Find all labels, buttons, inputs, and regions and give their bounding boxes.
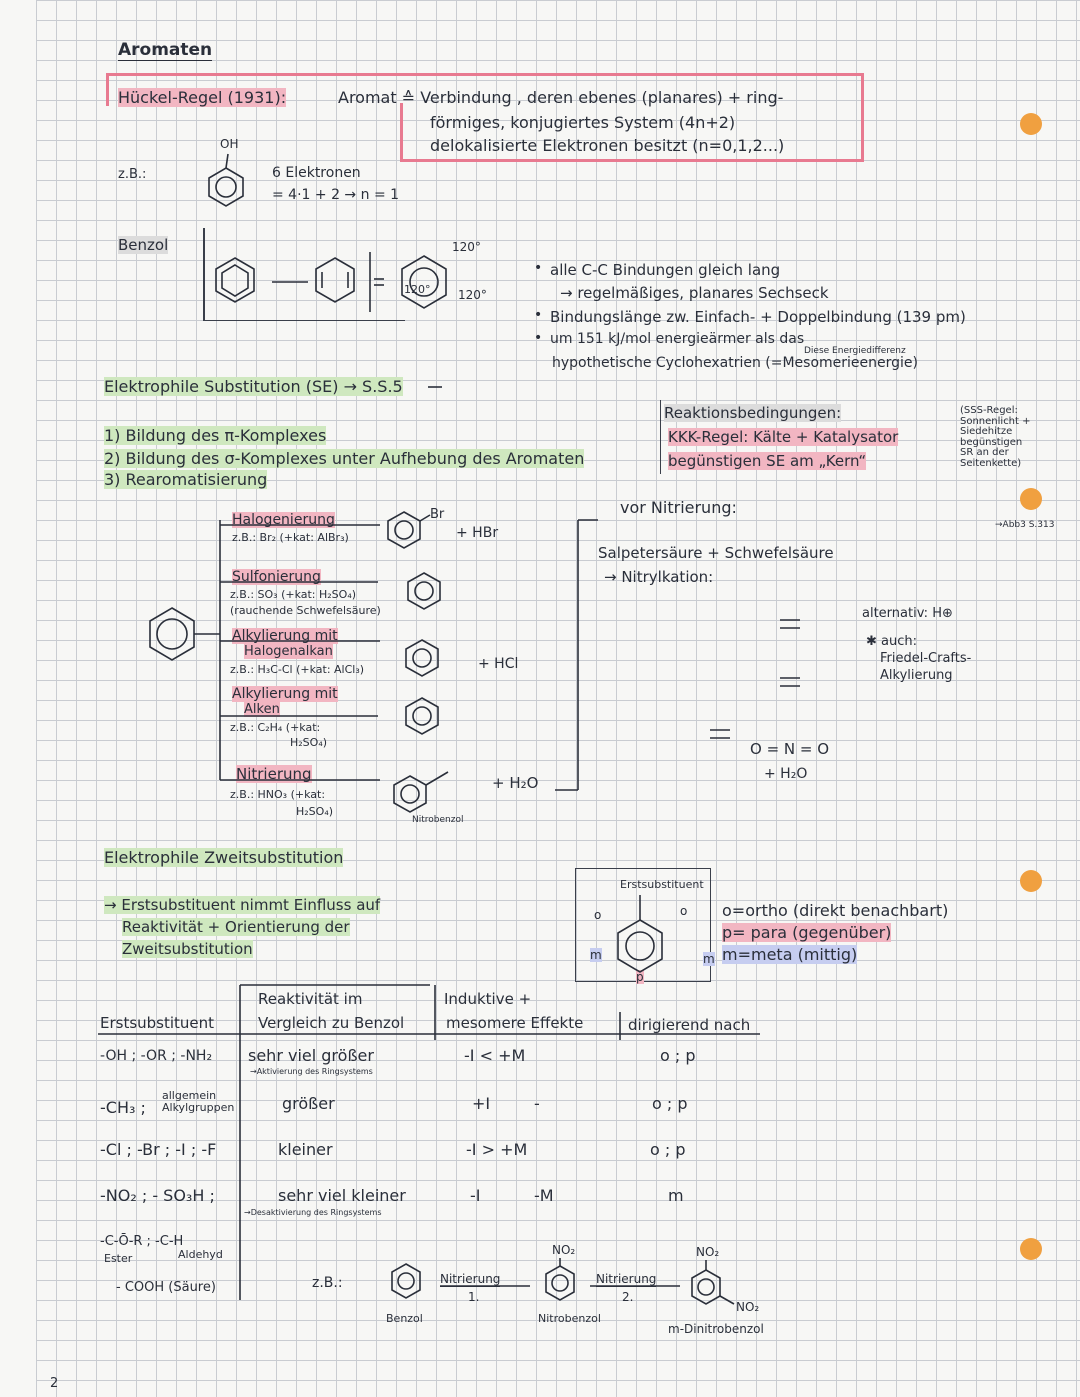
nitryl-cation: O = N = O xyxy=(750,740,830,758)
alkyl-alken-title: Alkylierung mit xyxy=(232,686,338,702)
th-eff-a: Induktive + xyxy=(444,990,532,1008)
sulfon-cond: z.B.: SO₃ (+kat: H₂SO₄) xyxy=(230,588,357,601)
legend-meta: m=meta (mittig) xyxy=(722,945,858,964)
row1-sub: -OH ; -OR ; -NH₂ xyxy=(100,1048,213,1064)
kkk-rule: KKK-Regel: Kälte + Katalysator xyxy=(668,428,899,446)
bottom-benzol: Benzol xyxy=(386,1312,423,1325)
conditions-title: Reaktionsbedingungen: xyxy=(664,404,842,422)
aldehyd-label: Aldehyd xyxy=(178,1248,223,1261)
bottom-n1: 1. xyxy=(468,1290,480,1304)
benzol-kekule-1-inner xyxy=(222,265,248,296)
product-nitrobenzene xyxy=(394,776,426,812)
bottom-dinitro xyxy=(692,1270,720,1304)
electron-count: 6 Elektronen xyxy=(272,165,361,181)
energy-diff-note: Diese Energiedifferenz xyxy=(804,346,906,356)
sulfon-title: Sulfonierung xyxy=(232,569,321,585)
benzol-delocalized xyxy=(402,256,446,308)
erstsubstituent-label: Erstsubstituent xyxy=(620,878,704,891)
halogen-title: Halogenierung xyxy=(232,512,335,528)
benzol-bullet-1: alle C-C Bindungen gleich lang xyxy=(550,261,781,279)
benzol-bullet-5: hypothetische Cyclohexatrien (=Mesomerieenergie) xyxy=(552,355,918,371)
row4-dir: m xyxy=(668,1186,684,1205)
nitro-product: + H₂O xyxy=(492,774,539,792)
bottom-benzol xyxy=(392,1264,420,1298)
th-dir: dirigierend nach xyxy=(628,1016,751,1034)
th-react-b: Vergleich zu Benzol xyxy=(258,1014,405,1032)
alkyl-halo-title: Alkylierung mit xyxy=(232,628,338,644)
vor-nitrierung-title: vor Nitrierung: xyxy=(620,498,737,517)
row4-react: sehr viel kleiner xyxy=(278,1186,406,1205)
zweit-title: Elektrophile Zweitsubstitution xyxy=(104,848,344,867)
main-benzene-circle xyxy=(157,619,187,649)
bottom-no2-c: NO₂ xyxy=(736,1300,760,1314)
row1-react: sehr viel größer xyxy=(248,1046,374,1065)
bottom-zb: z.B.: xyxy=(312,1275,343,1291)
hueckel-line1: Aromat ≙ Verbindung , deren ebenes (planares) + ring- xyxy=(338,88,784,107)
nitryl-water: + H₂O xyxy=(764,766,808,782)
benzol-bullet-2: → regelmäßiges, planares Sechseck xyxy=(560,284,829,302)
benzol-delocalized-circle xyxy=(410,268,438,296)
bottom-nit1: Nitrierung xyxy=(440,1272,501,1286)
row1-eff: -I < +M xyxy=(464,1046,526,1065)
product-sulfonic xyxy=(408,573,440,609)
row2-eff: +I xyxy=(472,1094,491,1113)
row1-note: →Aktivierung des Ringsystems xyxy=(250,1067,373,1076)
se-title: Elektrophile Substitution (SE) → S.S.5 xyxy=(104,377,403,396)
pos-ortho-left: o xyxy=(594,908,602,922)
row1-dir: o ; p xyxy=(660,1046,696,1065)
th-eff-b: mesomere Effekte xyxy=(446,1014,584,1032)
row4-eff: -I xyxy=(470,1186,481,1205)
row3-dir: o ; p xyxy=(650,1140,686,1159)
bottom-n2: 2. xyxy=(622,1290,634,1304)
alkyl-alken-cond2: H₂SO₄) xyxy=(290,736,328,749)
product-toluene xyxy=(406,640,438,676)
vor-nitrierung-line2: → Nitrylkation: xyxy=(604,568,714,586)
angle-top: 120° xyxy=(452,240,481,254)
se-step-2: 2) Bildung des σ-Komplexes unter Aufhebung des Aromaten xyxy=(104,449,585,468)
br-label: Br xyxy=(430,507,445,522)
page-number: 2 xyxy=(50,1376,59,1391)
bottom-nitrobenzol: Nitrobenzol xyxy=(538,1312,601,1325)
angle-center: 120° xyxy=(404,283,431,296)
se-kern: begünstigen SE am „Kern“ xyxy=(668,452,867,470)
th-erst: Erstsubstituent xyxy=(100,1014,215,1032)
zweit-text3: Zweitsubstitution xyxy=(122,940,253,958)
row4-eff2: -M xyxy=(534,1186,554,1205)
nitro-cond: z.B.: HNO₃ (+kat: xyxy=(230,788,326,801)
vor-nitrierung-line1: Salpetersäure + Schwefelsäure xyxy=(598,544,834,562)
benzol-label: Benzol xyxy=(118,236,169,254)
example-zb: z.B.: xyxy=(118,167,147,182)
sulfon-cond2: (rauchende Schwefelsäure) xyxy=(230,604,381,617)
legend-para: p= para (gegenüber) xyxy=(722,923,892,942)
zweit-text1: → Erstsubstituent nimmt Einfluss auf xyxy=(104,896,381,914)
hueckel-label: Hückel-Regel (1931): xyxy=(118,88,287,107)
se-step-3: 3) Rearomatisierung xyxy=(104,470,268,489)
phenol-ring-circle xyxy=(216,177,236,197)
ester-label: Ester xyxy=(104,1252,133,1265)
nitro-cond2: H₂SO₄) xyxy=(296,805,334,818)
cooh-label: - COOH (Säure) xyxy=(116,1280,216,1295)
bullet-dot: • xyxy=(534,307,543,323)
row3-react: kleiner xyxy=(278,1140,333,1159)
product-bromobenzene xyxy=(388,512,420,548)
angle-right: 120° xyxy=(458,288,487,302)
alkyl-halo-title2: Halogenalkan xyxy=(244,644,333,659)
alkyl-halo-product: + HCl xyxy=(478,656,519,672)
alternativ-note: alternativ: H⊕ xyxy=(862,606,953,621)
row4-sub: -NO₂ ; - SO₃H ; xyxy=(100,1186,215,1205)
row3-sub: -Cl ; -Br ; -I ; -F xyxy=(100,1140,217,1159)
friedel-crafts-1: Friedel-Crafts- xyxy=(880,651,972,666)
row2-react: größer xyxy=(282,1094,335,1113)
phenol-ring xyxy=(209,168,243,206)
bottom-dinitro: m-Dinitrobenzol xyxy=(668,1322,764,1336)
hueckel-line3: delokalisierte Elektronen besitzt (n=0,1,2...) xyxy=(430,136,785,155)
pos-meta-right: m xyxy=(703,952,715,966)
sss-rule: (SSS-Regel: Sonnenlicht + Siedehitze begünstigen SR an der Seitenkette) xyxy=(960,405,1031,469)
zweit-text2: Reaktivität + Orientierung der xyxy=(122,918,350,936)
electron-formula: = 4·1 + 2 → n = 1 xyxy=(272,187,400,203)
position-benzene xyxy=(618,920,662,972)
bullet-dot: • xyxy=(534,260,543,276)
halogen-cond: z.B.: Br₂ (+kat: AlBr₃) xyxy=(232,531,349,544)
row2-sub2: allgemein Alkylgruppen xyxy=(162,1089,235,1114)
halogen-product: + HBr xyxy=(456,525,499,541)
nitro-title: Nitrierung xyxy=(236,765,312,783)
bottom-nitrobenzol xyxy=(546,1266,574,1300)
row4-note: →Desaktivierung des Ringsystems xyxy=(244,1208,382,1217)
alkyl-halo-cond: z.B.: H₃C-Cl (+kat: AlCl₃) xyxy=(230,663,365,676)
row2-dir: o ; p xyxy=(652,1094,688,1113)
phenol-oh-bond xyxy=(226,154,228,168)
nitrobenzol-label: Nitrobenzol xyxy=(412,815,464,825)
alkyl-alken-cond: z.B.: C₂H₄ (+kat: xyxy=(230,721,321,734)
pos-ortho-right: o xyxy=(680,904,688,918)
row2-eff2: - xyxy=(534,1094,540,1113)
friedel-crafts-2: Alkylierung xyxy=(880,668,953,683)
abb-ref: →Abb3 S.313 xyxy=(995,520,1055,530)
ester-formula: -C-Ō-R ; -C-H xyxy=(100,1234,184,1249)
pos-meta-left: m xyxy=(590,948,602,962)
oh-label: OH xyxy=(220,137,239,151)
bottom-no2-a: NO₂ xyxy=(552,1243,576,1257)
se-step-1: 1) Bildung des π-Komplexes xyxy=(104,426,327,445)
product-ethylbenzene xyxy=(406,698,438,734)
legend-ortho: o=ortho (direkt benachbart) xyxy=(722,901,949,920)
bottom-no2-b: NO₂ xyxy=(696,1245,720,1259)
benzol-bullet-3: Bindungslänge zw. Einfach- + Doppelbindung (139 pm) xyxy=(550,308,966,326)
row2-sub: -CH₃ ; xyxy=(100,1098,146,1117)
alkyl-alken-title2: Alken xyxy=(244,702,280,717)
row3-eff: -I > +M xyxy=(466,1140,528,1159)
benzol-bullet-4: um 151 kJ/mol energieärmer als das xyxy=(550,331,805,347)
pos-para: p xyxy=(636,970,644,984)
hueckel-line2: förmiges, konjugiertes System (4n+2) xyxy=(430,113,736,132)
bullet-dot: • xyxy=(534,330,543,346)
bottom-nit2: Nitrierung xyxy=(596,1272,657,1286)
page-title: Aromaten xyxy=(118,40,213,60)
th-react-a: Reaktivität im xyxy=(258,990,363,1008)
auch-note: ✱ auch: xyxy=(866,634,917,649)
